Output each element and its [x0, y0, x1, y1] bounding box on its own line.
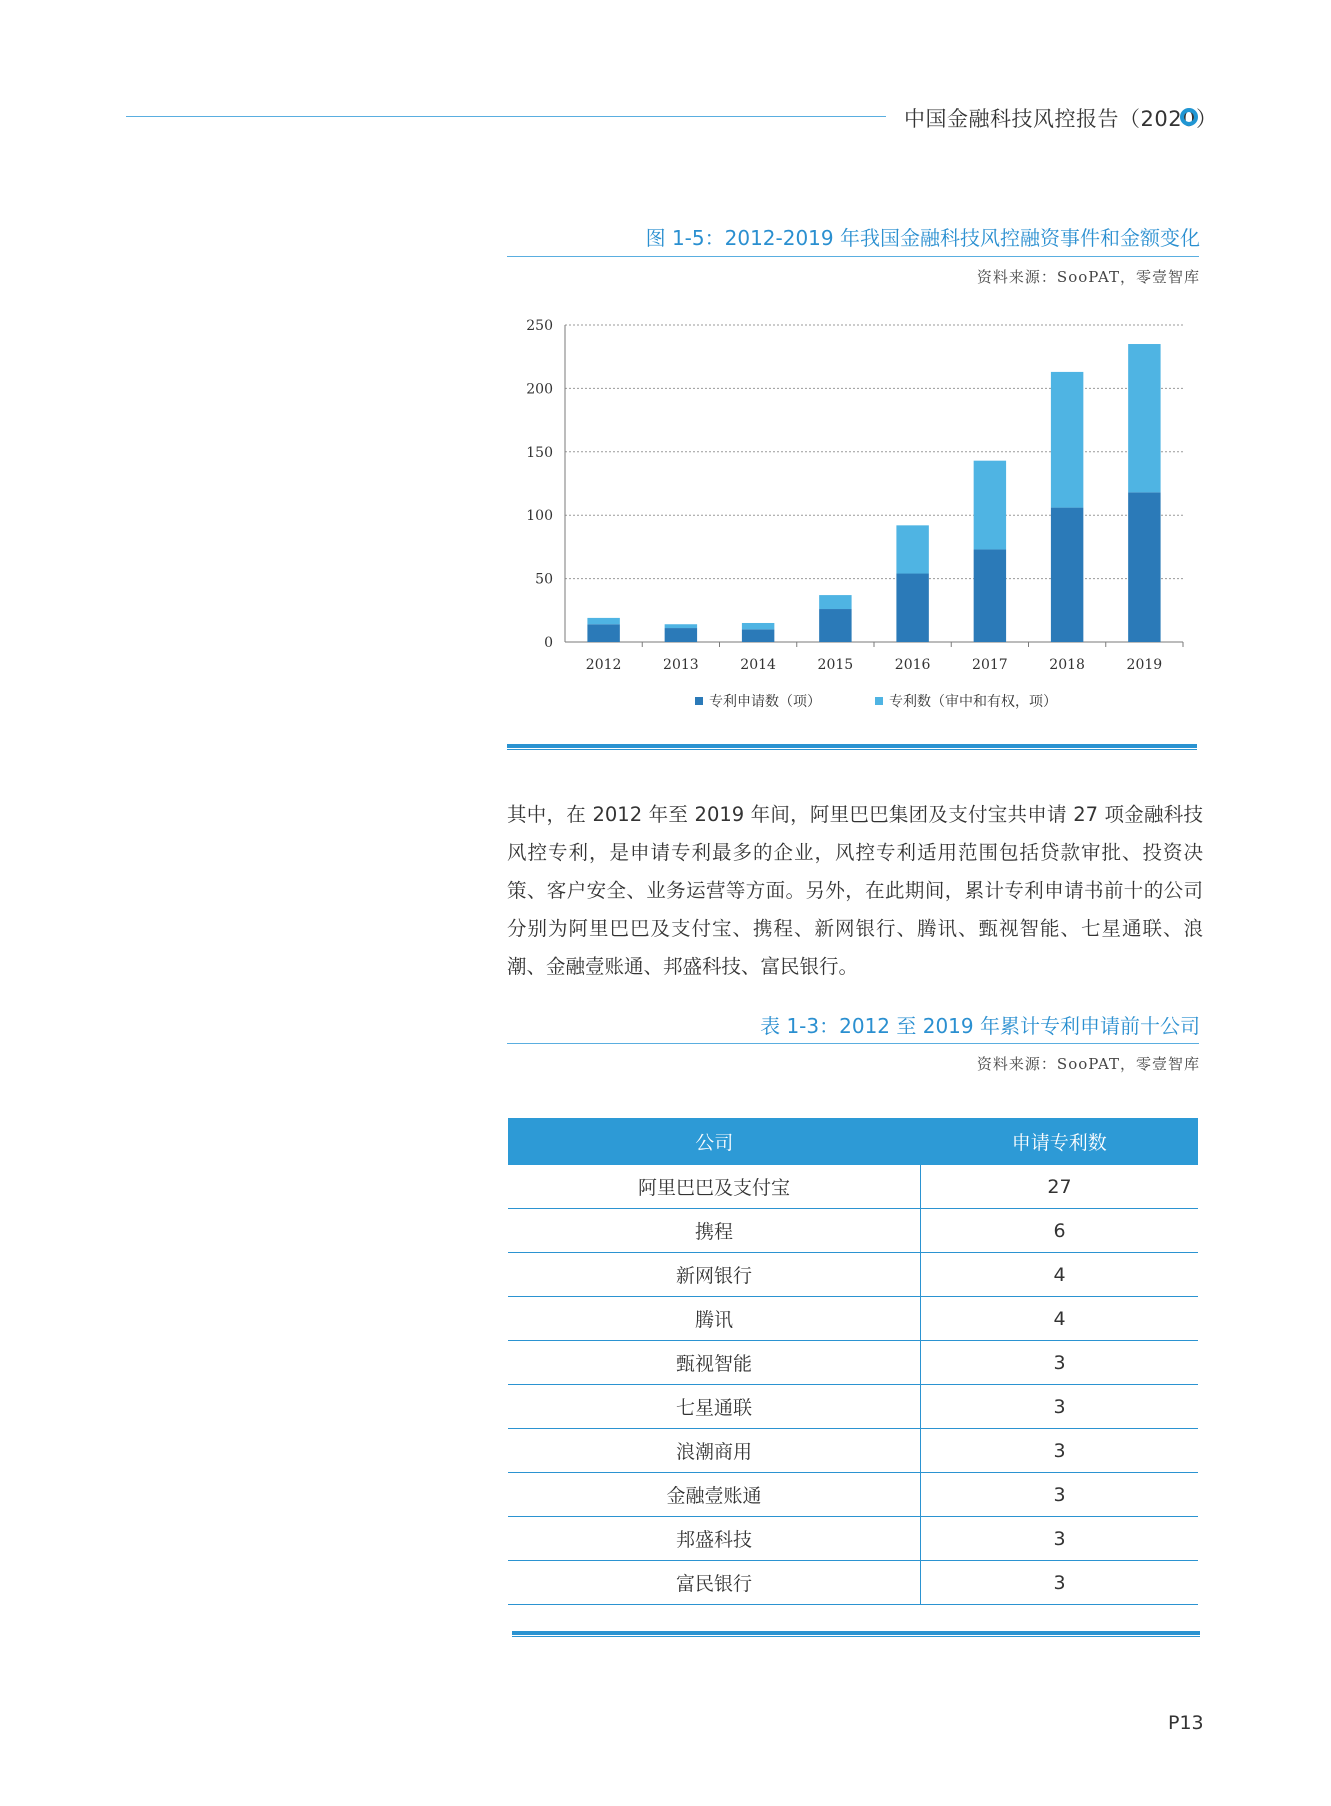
company-cell: 邦盛科技: [508, 1517, 921, 1561]
bar-applications-2014: [742, 629, 774, 642]
header-circle-icon: [1180, 108, 1198, 126]
company-cell: 腾讯: [508, 1297, 921, 1341]
company-cell: 甄视智能: [508, 1341, 921, 1385]
bar-granted-2015: [819, 595, 851, 609]
top10-patent-table: [508, 1118, 1198, 1605]
count-cell: 3: [921, 1341, 1199, 1385]
table-row: [508, 1209, 1198, 1253]
table-bottom-rule: [512, 1631, 1200, 1637]
legend-label: 专利申请数（项）: [709, 694, 821, 710]
column-header-count: 申请专利数: [921, 1118, 1199, 1165]
table-header-row: [508, 1118, 1198, 1165]
y-tick-label: 250: [526, 318, 553, 334]
y-tick-label: 50: [535, 571, 553, 588]
company-cell: 阿里巴巴及支付宝: [508, 1165, 921, 1209]
y-tick-label: 200: [526, 381, 553, 398]
x-tick-label: 2019: [1126, 657, 1163, 673]
table-row: [508, 1165, 1198, 1209]
figure-caption: 图 1-5：2012-2019 年我国金融科技风控融资事件和金额变化: [645, 226, 1200, 250]
bar-applications-2013: [665, 628, 697, 642]
x-tick-label: 2015: [817, 657, 854, 673]
count-cell: 4: [921, 1253, 1199, 1297]
company-cell: 携程: [508, 1209, 921, 1253]
table-caption: 表 1-3：2012 至 2019 年累计专利申请前十公司: [760, 1014, 1200, 1038]
x-tick-label: 2017: [972, 657, 1008, 673]
x-tick-label: 2013: [663, 657, 699, 673]
patent-chart: [505, 305, 1195, 725]
company-cell: 新网银行: [508, 1253, 921, 1297]
x-tick-label: 2014: [740, 657, 776, 673]
y-tick-label: 100: [526, 508, 553, 525]
header-rule: [126, 116, 886, 117]
company-cell: 七星通联: [508, 1385, 921, 1429]
bar-applications-2018: [1051, 508, 1083, 642]
table-row: [508, 1253, 1198, 1297]
bar-applications-2016: [896, 574, 928, 642]
legend-label: 专利数（审中和有权，项）: [889, 694, 1057, 710]
legend-swatch: [875, 697, 883, 705]
table-row: [508, 1517, 1198, 1561]
column-header-company: 公司: [508, 1118, 921, 1165]
bar-applications-2012: [587, 624, 619, 642]
count-cell: 6: [921, 1209, 1199, 1253]
figure-source: 资料来源：SooPAT，零壹智库: [976, 268, 1200, 286]
table-row: [508, 1385, 1198, 1429]
y-tick-label: 150: [526, 444, 553, 461]
table-row: [508, 1473, 1198, 1517]
table-row: [508, 1341, 1198, 1385]
count-cell: 3: [921, 1385, 1199, 1429]
body-paragraph: 其中，在 2012 年至 2019 年间，阿里巴巴集团及支付宝共申请 27 项金融科技风控专利，是申请专利最多的企业，风控专利适用范围包括贷款审批、投资决策、客户安全、业务运营等方面。另外，在此期间，累计专利申请书前十的公司分别为阿里巴巴及支付宝、携程、新网银行、腾讯、甄视智能、七星通联、浪潮、金融壹账通、邦盛科技、富民银行。: [507, 803, 1203, 978]
x-tick-label: 2012: [585, 657, 622, 673]
legend-swatch: [695, 697, 703, 705]
figure-caption-rule: [507, 256, 1199, 257]
table-row: [508, 1297, 1198, 1341]
count-cell: 3: [921, 1473, 1199, 1517]
count-cell: 4: [921, 1297, 1199, 1341]
table-row: [508, 1561, 1198, 1605]
x-tick-label: 2016: [894, 657, 931, 673]
table-row: [508, 1429, 1198, 1473]
bar-granted-2012: [587, 618, 619, 624]
bar-granted-2019: [1128, 344, 1160, 492]
patent-chart-svg: [505, 305, 1195, 725]
y-tick-label: 0: [544, 635, 553, 651]
company-cell: 金融壹账通: [508, 1473, 921, 1517]
report-title: 中国金融科技风控报告（2020）: [904, 107, 1218, 131]
count-cell: 3: [921, 1561, 1199, 1605]
bar-granted-2016: [896, 525, 928, 573]
page-number: P13: [1168, 1712, 1204, 1734]
table-source: 资料来源：SooPAT，零壹智库: [976, 1055, 1200, 1073]
company-cell: 富民银行: [508, 1561, 921, 1605]
count-cell: 3: [921, 1429, 1199, 1473]
table-caption-rule: [507, 1043, 1199, 1044]
bar-granted-2018: [1051, 372, 1083, 508]
count-cell: 27: [921, 1165, 1199, 1209]
figure-bottom-rule: [507, 744, 1197, 750]
count-cell: 3: [921, 1517, 1199, 1561]
bar-applications-2017: [974, 549, 1006, 642]
bar-applications-2015: [819, 609, 851, 642]
bar-granted-2017: [974, 461, 1006, 550]
x-tick-label: 2018: [1049, 657, 1085, 673]
bar-granted-2013: [665, 624, 697, 628]
bar-applications-2019: [1128, 492, 1160, 642]
company-cell: 浪潮商用: [508, 1429, 921, 1473]
bar-granted-2014: [742, 623, 774, 629]
